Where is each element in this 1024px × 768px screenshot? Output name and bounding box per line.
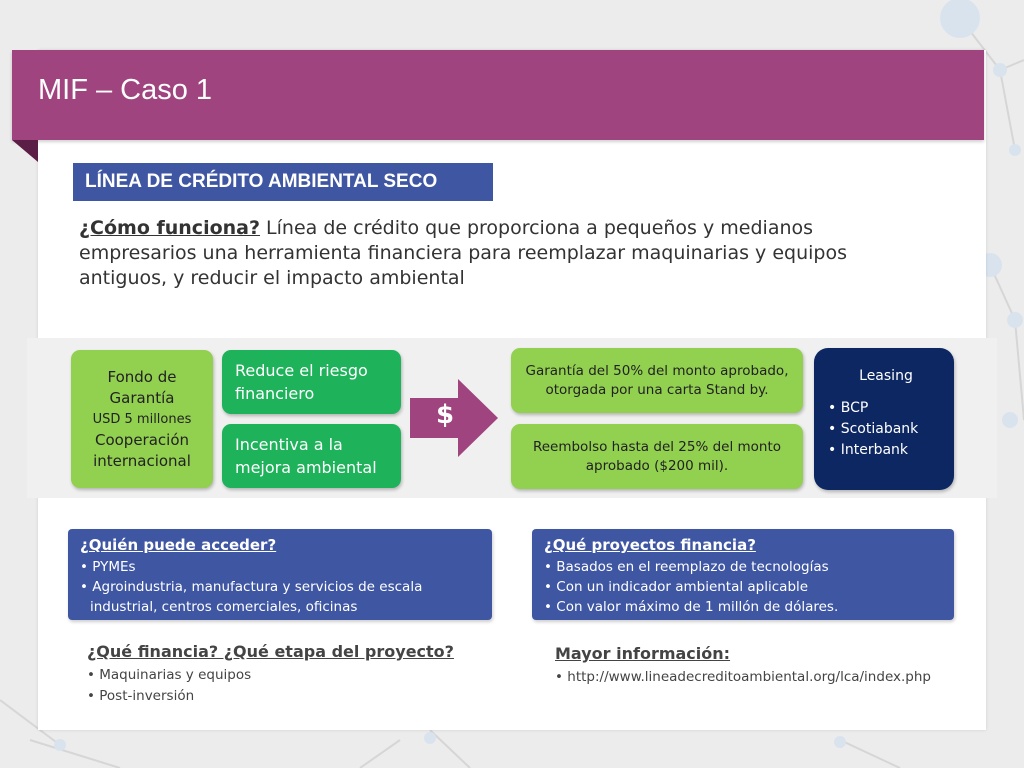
dollar-symbol: $ [436, 400, 455, 430]
fondo-line-1: Fondo de [107, 367, 177, 386]
intro-text: Línea de crédito que proporciona a pequeños y medianos empresarios una herramienta financiera para reemplazar maquinarias y equipos antiguos, y reducir el impacto ambiental [79, 217, 847, 289]
mayor-informacion-section [555, 643, 975, 688]
leasing-item: • BCP [828, 398, 944, 419]
quien-heading: ¿Quién puede acceder? [80, 536, 277, 554]
slide-title: MIF – Caso 1 [38, 74, 213, 106]
fondo-line-4: Cooperación [94, 430, 190, 449]
leasing-box [814, 348, 954, 490]
list-item: • Agroindustria, manufactura y servicios de escala industrial, centros comerciales, oficinas [80, 577, 480, 617]
benefit-mejora-ambiental: Incentiva a la mejora ambiental [222, 424, 401, 488]
guarantee-box-2: Reembolso hasta del 25% del monto aprobado ($200 mil). [511, 424, 803, 489]
leasing-item: • Interbank [828, 440, 944, 461]
leasing-title: Leasing [859, 368, 913, 384]
mas-info-list [555, 667, 975, 688]
fondo-line-5: internacional [93, 451, 191, 470]
fondo-line-2: Garantía [109, 388, 175, 407]
mas-info-heading: Mayor información: [555, 644, 731, 663]
title-bar-fold [12, 140, 38, 162]
quien-puede-acceder-panel [68, 529, 492, 620]
benefit-reduce-riesgo: Reduce el riesgo financiero [222, 350, 401, 414]
list-item: • Maquinarias y equipos [87, 665, 487, 686]
intro-question: ¿Cómo funciona? [79, 217, 261, 239]
que-proyectos-panel [532, 529, 954, 620]
intro-paragraph [79, 216, 899, 291]
fondo-line-3: USD 5 millones [92, 411, 192, 427]
financia-heading: ¿Qué financia? ¿Qué etapa del proyecto? [87, 642, 454, 661]
proyectos-list [544, 557, 942, 617]
guarantee-box-1: Garantía del 50% del monto aprobado, otorgada por una carta Stand by. [511, 348, 803, 413]
leasing-item: • Scotiabank [828, 419, 944, 440]
quien-list [80, 557, 480, 617]
list-item: • PYMEs [80, 557, 480, 577]
section-title: LÍNEA DE CRÉDITO AMBIENTAL SECO [73, 163, 493, 201]
que-financia-section [87, 641, 487, 707]
proyectos-heading: ¿Qué proyectos financia? [544, 536, 756, 554]
list-item: • Con un indicador ambiental aplicable [544, 577, 942, 597]
fondo-garantia-box [71, 350, 213, 488]
financia-list [87, 665, 487, 707]
leasing-list [828, 398, 944, 461]
list-item: • Basados en el reemplazo de tecnologías [544, 557, 942, 577]
list-item: • Post-inversión [87, 686, 487, 707]
list-item: • Con valor máximo de 1 millón de dólares. [544, 597, 942, 617]
info-link[interactable]: • http://www.lineadecreditoambiental.org/lca/index.php [555, 667, 975, 688]
